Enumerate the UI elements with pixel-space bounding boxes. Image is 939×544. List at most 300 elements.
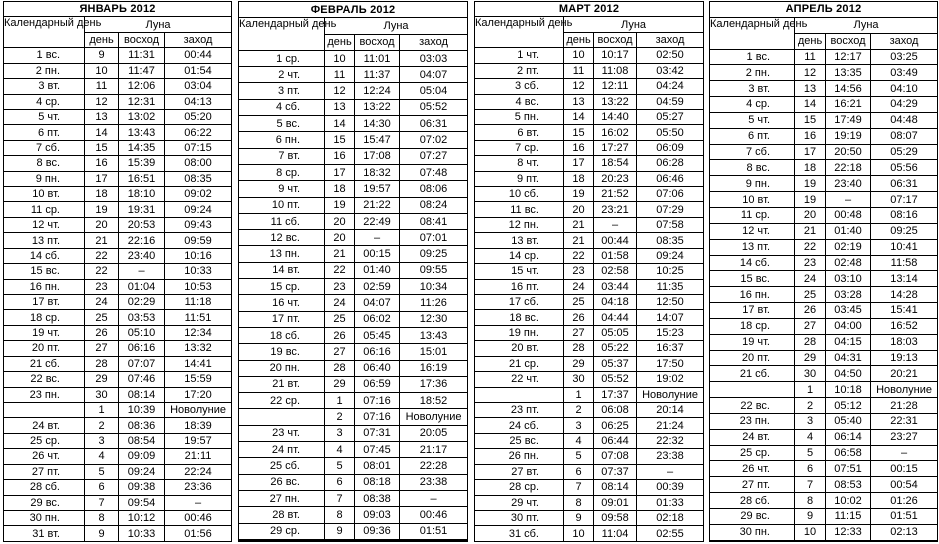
moon-day-cell: 23 <box>795 255 826 271</box>
moon-day-cell: 12 <box>85 94 119 109</box>
moonrise-cell: 00:44 <box>594 233 637 248</box>
moon-day-cell: 12 <box>564 79 594 94</box>
moon-day-cell: 11 <box>795 49 826 65</box>
moon-day-cell: 10 <box>85 63 119 78</box>
table-row <box>475 480 704 495</box>
moon-day-cell: 20 <box>564 202 594 217</box>
moon-day-cell: 18 <box>85 187 119 202</box>
moon-day-cell: 22 <box>564 248 594 263</box>
calendar-day-cell: 4 ср. <box>710 97 795 113</box>
calendar-day-cell: 25 ср. <box>4 433 85 448</box>
table-row <box>710 413 938 429</box>
calendar-day-cell <box>239 409 325 425</box>
moonset-cell: 04:10 <box>871 81 938 97</box>
calendar-day-cell: 25 ср. <box>710 445 795 461</box>
moonrise-cell: 15:39 <box>119 156 165 171</box>
moon-day-cell: 1 <box>85 402 119 417</box>
moonrise-cell: 14:30 <box>355 116 400 132</box>
moonrise-cell: 09:01 <box>594 495 637 510</box>
table-row <box>239 262 468 278</box>
moon-day-cell: 9 <box>325 523 355 539</box>
table-row <box>239 458 468 474</box>
moonset-header: заход <box>871 33 938 49</box>
moon-day-cell: 6 <box>564 464 594 479</box>
moonrise-cell: 06:08 <box>594 402 637 417</box>
table-row <box>475 402 704 417</box>
moon-day-cell: 25 <box>325 311 355 327</box>
moon-day-cell: 19 <box>85 202 119 217</box>
moonrise-cell: 05:12 <box>826 398 871 414</box>
moon-day-cell: 3 <box>564 418 594 433</box>
moonset-cell: 19:57 <box>165 433 232 448</box>
calendar-day-cell: 21 вт. <box>239 376 325 392</box>
table-row <box>710 128 938 144</box>
table-row <box>710 493 938 509</box>
moon-day-cell: 9 <box>85 48 119 63</box>
table-row <box>475 140 704 155</box>
moon-day-cell: 27 <box>85 341 119 356</box>
calendar-day-cell: 5 чт. <box>710 112 795 128</box>
moon-day-cell: 28 <box>564 341 594 356</box>
moon-day-cell: 25 <box>564 295 594 310</box>
moonset-cell: 19:02 <box>637 372 704 387</box>
moonset-cell: 01:54 <box>165 63 232 78</box>
moon-day-cell: 8 <box>85 510 119 525</box>
moon-day-cell: 21 <box>85 233 119 248</box>
calendar-day-cell: 4 вс. <box>475 94 564 109</box>
moonrise-cell: 14:40 <box>594 109 637 124</box>
moonrise-cell <box>355 540 400 541</box>
table-row <box>239 50 468 66</box>
moon-day-cell: 7 <box>85 495 119 510</box>
moon-day-cell: 19 <box>564 187 594 202</box>
moon-day-cell: 9 <box>85 526 119 542</box>
moonset-cell: 13:43 <box>400 327 468 343</box>
calendar-day-cell: 3 вт. <box>4 79 85 94</box>
moon-day-cell: 27 <box>325 344 355 360</box>
moon-day-cell: 3 <box>325 425 355 441</box>
calendar-day-cell <box>4 402 85 417</box>
moonrise-cell: 05:52 <box>594 372 637 387</box>
calendar-day-cell: 11 вс. <box>475 202 564 217</box>
moonset-cell: 18:39 <box>165 418 232 433</box>
moonrise-cell: 01:58 <box>594 248 637 263</box>
table-row <box>239 425 468 441</box>
calendar-day-cell: 17 сб. <box>475 295 564 310</box>
moon-day-cell: 2 <box>795 398 826 414</box>
calendar-day-cell: 22 ср. <box>239 393 325 409</box>
moonrise-cell: – <box>119 264 165 279</box>
moonset-cell: 09:25 <box>400 246 468 262</box>
moonrise-cell: 06:16 <box>355 344 400 360</box>
calendar-day-cell: 12 чт. <box>710 223 795 239</box>
table-row <box>710 477 938 493</box>
moon-day-cell: 21 <box>795 223 826 239</box>
table-row <box>4 187 232 202</box>
moonset-cell: 18:52 <box>400 393 468 409</box>
table-row <box>475 63 704 78</box>
table-row <box>475 233 704 248</box>
calendar-day-cell: 28 сб. <box>710 493 795 509</box>
calendar-day-cell: 11 ср. <box>4 202 85 217</box>
moon-day-cell: 23 <box>85 279 119 294</box>
calendar-day-cell: 16 пн. <box>4 279 85 294</box>
calendar-day-cell: 9 пн. <box>4 171 85 186</box>
moonset-cell: 00:15 <box>871 461 938 477</box>
moonset-cell: 00:39 <box>637 480 704 495</box>
moonset-cell: 09:24 <box>165 202 232 217</box>
moonset-cell: 05:52 <box>400 99 468 115</box>
table-row <box>710 461 938 477</box>
moon-day-cell: 22 <box>795 239 826 255</box>
month-table <box>3 1 231 542</box>
moonset-cell: 04:29 <box>871 97 938 113</box>
moonrise-cell: 09:38 <box>119 480 165 495</box>
moonset-header: заход <box>165 32 232 47</box>
moonset-cell: 06:31 <box>871 176 938 192</box>
moonrise-cell: 10:18 <box>826 382 871 398</box>
moonrise-cell: 17:08 <box>355 148 400 164</box>
moon-day-cell: 17 <box>85 171 119 186</box>
moonset-cell: 14:41 <box>165 356 232 371</box>
calendar-day-cell: 4 ср. <box>4 94 85 109</box>
moonrise-cell: 04:15 <box>826 334 871 350</box>
calendar-day-cell: 26 чт. <box>4 449 85 464</box>
moon-day-cell <box>795 540 826 541</box>
moonrise-cell: 12:11 <box>594 79 637 94</box>
moonset-cell: 14:07 <box>637 310 704 325</box>
moonrise-cell: 04:44 <box>594 310 637 325</box>
calendar-day-cell: 19 пн. <box>475 325 564 340</box>
calendar-day-cell: 27 вт. <box>475 464 564 479</box>
moonset-header: заход <box>400 34 468 50</box>
moonset-cell: 07:02 <box>400 132 468 148</box>
moonrise-cell: 06:25 <box>594 418 637 433</box>
table-row <box>4 140 232 155</box>
moonrise-cell: 06:40 <box>355 360 400 376</box>
moonrise-cell: 08:54 <box>119 433 165 448</box>
table-row <box>239 213 468 229</box>
moonrise-cell: 00:15 <box>355 246 400 262</box>
calendar-day-cell: 25 сб. <box>239 458 325 474</box>
moonset-cell: 04:59 <box>637 94 704 109</box>
moonrise-cell: 02:48 <box>826 255 871 271</box>
table-row <box>710 160 938 176</box>
moon-day-cell: 14 <box>85 125 119 140</box>
calendar-day-cell: 20 вт. <box>475 341 564 356</box>
moonset-cell: 01:56 <box>165 526 232 542</box>
moon-day-cell: 8 <box>325 507 355 523</box>
calendar-day-cell: 19 чт. <box>710 334 795 350</box>
moon-day-cell: 5 <box>85 464 119 479</box>
moon-day-cell: 22 <box>85 264 119 279</box>
moon-header: Луна <box>85 17 232 32</box>
calendar-day-cell: 10 вт. <box>710 192 795 208</box>
moonset-cell: 10:33 <box>165 264 232 279</box>
moonrise-cell: 11:08 <box>594 63 637 78</box>
table-row <box>239 344 468 360</box>
calendar-day-cell: 20 пт. <box>710 350 795 366</box>
moon-day-cell: 24 <box>795 271 826 287</box>
moon-day-cell: 21 <box>564 217 594 232</box>
calendar-day-cell: 1 вс. <box>4 48 85 63</box>
moonset-cell: Новолуние <box>165 402 232 417</box>
moonset-cell: 21:11 <box>165 449 232 464</box>
table-row <box>475 510 704 525</box>
table-row <box>710 334 938 350</box>
calendar-day-cell: 28 вт. <box>239 507 325 523</box>
moon-day-cell: 12 <box>795 65 826 81</box>
table-row <box>475 418 704 433</box>
moon-day-cell: 18 <box>325 181 355 197</box>
moon-day-cell: 4 <box>564 433 594 448</box>
moonset-header: заход <box>637 32 704 47</box>
table-row <box>239 295 468 311</box>
moonrise-cell: 18:10 <box>119 187 165 202</box>
calendar-day-cell <box>710 540 795 541</box>
calendar-day-cell: 18 вс. <box>475 310 564 325</box>
moon-day-cell: 15 <box>795 112 826 128</box>
table-row <box>710 382 938 398</box>
table-row <box>4 109 232 124</box>
moon-day-cell: 15 <box>325 132 355 148</box>
calendar-day-cell: 1 ср. <box>239 50 325 66</box>
moon-day-cell: 5 <box>795 445 826 461</box>
table-row <box>475 264 704 279</box>
moon-day-cell: 1 <box>325 393 355 409</box>
calendar-day-header: Календарный день <box>239 18 325 51</box>
table-row <box>239 507 468 523</box>
table-row <box>4 295 232 310</box>
moonset-cell: 04:24 <box>637 79 704 94</box>
moonset-cell: – <box>871 445 938 461</box>
moonset-cell: 05:29 <box>871 144 938 160</box>
calendar-day-cell: 22 чт. <box>475 372 564 387</box>
moon-day-cell: 24 <box>564 279 594 294</box>
moon-day-cell: 7 <box>325 490 355 506</box>
table-row <box>239 67 468 83</box>
table-row <box>239 132 468 148</box>
calendar-day-cell: 9 пт. <box>475 171 564 186</box>
table-row <box>4 372 232 387</box>
moon-day-cell: 26 <box>325 327 355 343</box>
calendar-day-cell: 5 вс. <box>239 116 325 132</box>
table-row <box>710 540 938 541</box>
calendar-day-cell: 14 вт. <box>239 262 325 278</box>
moonrise-cell: 08:14 <box>594 480 637 495</box>
moonset-cell: 22:32 <box>637 433 704 448</box>
table-row <box>4 248 232 263</box>
month-title: ФЕВРАЛЬ 2012 <box>239 2 468 18</box>
moonset-cell: 11:18 <box>165 295 232 310</box>
moonrise-cell: 12:06 <box>119 79 165 94</box>
table-row <box>710 271 938 287</box>
moonset-cell: 03:04 <box>165 79 232 94</box>
moonset-cell: Новолуние <box>871 382 938 398</box>
table-row <box>475 526 704 542</box>
table-row <box>239 523 468 539</box>
moonset-cell: 07:29 <box>637 202 704 217</box>
table-row <box>239 360 468 376</box>
moonset-cell: 21:24 <box>637 418 704 433</box>
table-row <box>4 526 232 542</box>
moonset-cell <box>400 540 468 541</box>
table-row <box>4 264 232 279</box>
calendar-day-cell: 18 сб. <box>239 327 325 343</box>
moon-day-cell: 28 <box>795 334 826 350</box>
calendar-day-cell: 21 сб. <box>710 366 795 382</box>
calendar-day-cell: 5 чт. <box>4 109 85 124</box>
table-row <box>710 112 938 128</box>
moon-day-cell: 16 <box>795 128 826 144</box>
moonset-cell: 13:14 <box>871 271 938 287</box>
calendar-day-cell: 26 вс. <box>239 474 325 490</box>
moonset-cell: 05:56 <box>871 160 938 176</box>
table-row <box>710 398 938 414</box>
moonrise-cell: 13:02 <box>119 109 165 124</box>
moon-day-cell: 5 <box>325 458 355 474</box>
moonrise-cell: 08:38 <box>355 490 400 506</box>
table-row <box>4 171 232 186</box>
table-row <box>4 449 232 464</box>
table-row <box>239 99 468 115</box>
moonrise-cell: 17:27 <box>594 140 637 155</box>
moonset-cell: 00:44 <box>165 48 232 63</box>
moonset-cell: 08:16 <box>871 207 938 223</box>
calendar-day-cell: 17 пт. <box>239 311 325 327</box>
moonset-cell: 06:46 <box>637 171 704 186</box>
moonset-cell: 03:49 <box>871 65 938 81</box>
moonset-cell: 22:28 <box>400 458 468 474</box>
moonset-cell: 01:51 <box>400 523 468 539</box>
moonset-cell: 05:27 <box>637 109 704 124</box>
calendar-day-cell: 7 сб. <box>4 140 85 155</box>
table-row <box>4 63 232 78</box>
table-row <box>475 248 704 263</box>
calendar-day-cell: 12 чт. <box>4 217 85 232</box>
table-row <box>475 433 704 448</box>
table-row <box>475 48 704 63</box>
table-row <box>710 303 938 319</box>
calendar-day-cell: 3 вт. <box>710 81 795 97</box>
calendar-day-cell: 23 пн. <box>710 413 795 429</box>
moonset-cell: 16:52 <box>871 318 938 334</box>
moon-day-cell: 25 <box>795 287 826 303</box>
calendar-day-cell: 13 пн. <box>239 246 325 262</box>
calendar-day-cell: 6 пн. <box>239 132 325 148</box>
table-row <box>4 356 232 371</box>
moonrise-cell: – <box>355 230 400 246</box>
moonset-cell: 12:30 <box>400 311 468 327</box>
moonset-cell: 10:25 <box>637 264 704 279</box>
calendar-day-cell: 23 пн. <box>4 387 85 402</box>
moonrise-header: восход <box>355 34 400 50</box>
moon-day-cell: 11 <box>564 63 594 78</box>
moonrise-cell: 02:58 <box>594 264 637 279</box>
moonset-cell: 07:06 <box>637 187 704 202</box>
table-row <box>4 402 232 417</box>
moonset-cell: Новолуние <box>637 387 704 402</box>
moonset-cell: 09:59 <box>165 233 232 248</box>
moonrise-cell: 01:40 <box>355 262 400 278</box>
calendar-day-cell: 11 ср. <box>710 207 795 223</box>
moon-day-cell: 6 <box>795 461 826 477</box>
moonrise-cell: 07:16 <box>355 393 400 409</box>
moonrise-cell: 04:00 <box>826 318 871 334</box>
moonrise-cell: 11:31 <box>119 48 165 63</box>
month-table <box>709 1 937 542</box>
month-title: АПРЕЛЬ 2012 <box>710 2 938 18</box>
moon-day-cell: 29 <box>564 356 594 371</box>
calendar-day-cell: 29 чт. <box>475 495 564 510</box>
moonrise-cell: 03:44 <box>594 279 637 294</box>
calendar-day-cell: 9 пн. <box>710 176 795 192</box>
moonset-cell <box>871 540 938 541</box>
calendar-day-cell: 10 пт. <box>239 197 325 213</box>
moonrise-cell: 09:58 <box>594 510 637 525</box>
moonset-cell: 22:24 <box>165 464 232 479</box>
moon-day-cell: 25 <box>85 310 119 325</box>
table-row <box>4 464 232 479</box>
moonset-cell: 01:26 <box>871 493 938 509</box>
table-row <box>4 202 232 217</box>
calendar-day-cell: 1 вс. <box>710 49 795 65</box>
moonset-cell: 11:58 <box>871 255 938 271</box>
moon-day-cell: 30 <box>85 387 119 402</box>
moonrise-cell: 07:46 <box>119 372 165 387</box>
moonset-cell: – <box>637 464 704 479</box>
moon-day-cell: 7 <box>795 477 826 493</box>
moonset-cell: 06:09 <box>637 140 704 155</box>
moonset-cell: 08:41 <box>400 213 468 229</box>
calendar-day-cell: 20 пт. <box>4 341 85 356</box>
moonset-cell: 00:54 <box>871 477 938 493</box>
table-row <box>239 148 468 164</box>
calendar-day-cell: 24 вт. <box>710 429 795 445</box>
table-row <box>710 366 938 382</box>
moon-table <box>238 1 468 542</box>
moonset-cell: 03:25 <box>871 49 938 65</box>
table-row <box>4 480 232 495</box>
table-row <box>239 181 468 197</box>
moonset-cell: 18:03 <box>871 334 938 350</box>
table-row <box>4 510 232 525</box>
moonrise-cell: – <box>594 217 637 232</box>
calendar-day-cell: 3 сб. <box>475 79 564 94</box>
table-row <box>4 217 232 232</box>
moon-day-cell: 3 <box>85 433 119 448</box>
moonset-cell: 07:58 <box>637 217 704 232</box>
moonrise-cell: 07:31 <box>355 425 400 441</box>
table-row <box>239 393 468 409</box>
moon-day-cell: 9 <box>795 509 826 525</box>
moonrise-cell: 07:45 <box>355 442 400 458</box>
moon-day-cell: 21 <box>325 246 355 262</box>
moonrise-cell: 03:10 <box>826 271 871 287</box>
moon-header: Луна <box>325 18 468 34</box>
moonrise-cell: 04:31 <box>826 350 871 366</box>
calendar-day-header: Календарный день <box>4 17 85 48</box>
moon-day-header: день <box>325 34 355 50</box>
moonset-cell: 01:33 <box>637 495 704 510</box>
moonrise-cell: 02:59 <box>355 279 400 295</box>
table-row <box>710 429 938 445</box>
table-row <box>239 230 468 246</box>
moon-day-cell: 15 <box>85 140 119 155</box>
moonrise-cell: 16:21 <box>826 97 871 113</box>
moonrise-cell: 08:14 <box>119 387 165 402</box>
moonrise-cell: 06:44 <box>594 433 637 448</box>
